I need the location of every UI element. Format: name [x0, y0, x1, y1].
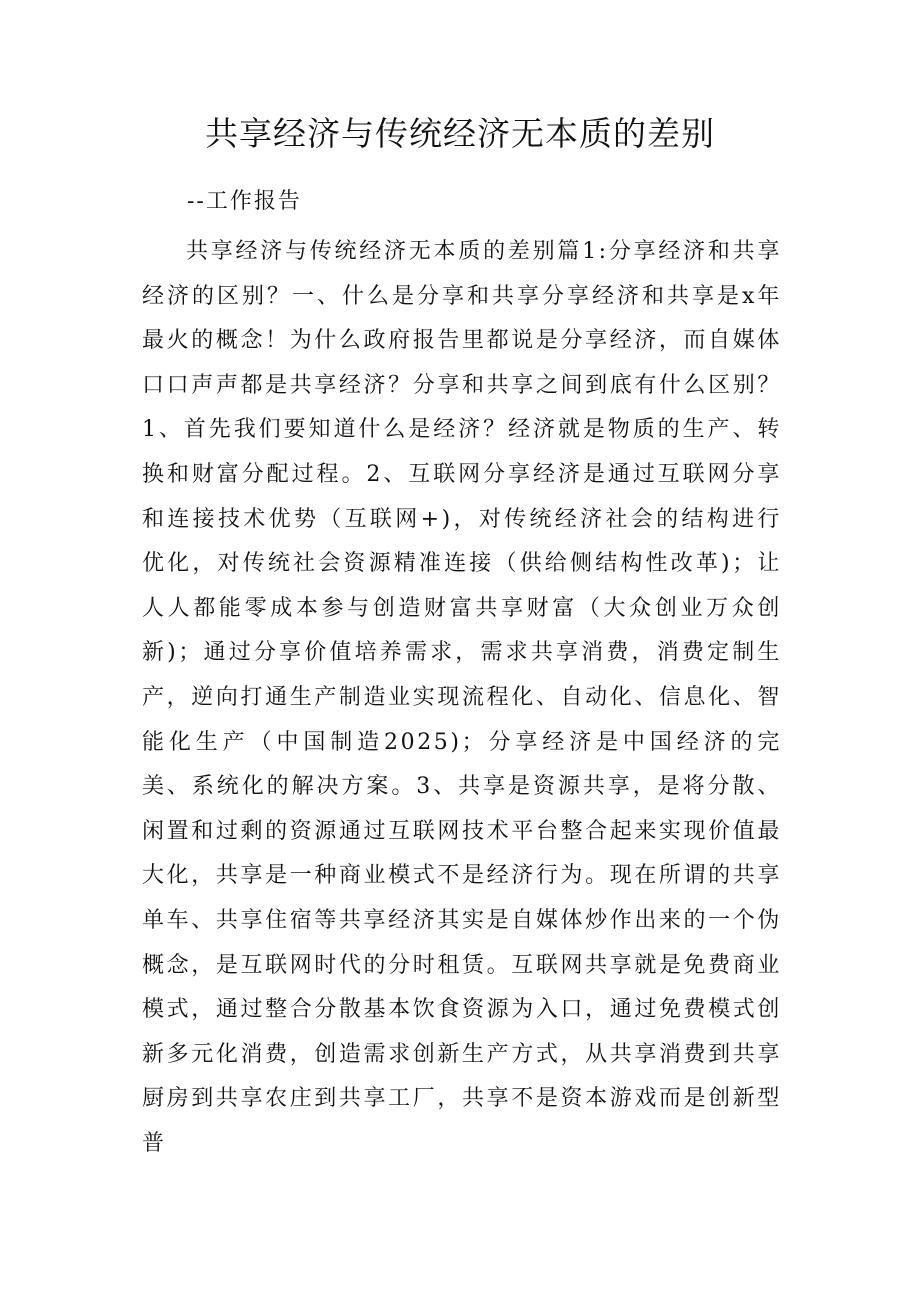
document-subtitle: --工作报告 [187, 189, 302, 214]
document-title: 共享经济与传统经济无本质的差别 [205, 114, 715, 153]
body-paragraph: 共享经济与传统经济无本质的差别篇1:分享经济和共享经济的区别？一、什么是分享和共享分享经济和共享是x年最火的概念！为什么政府报告里都说是分享经济，而自媒体口口声声都是共享经济？分享和共享之间到底有什么区别？1、首先我们要知道什么是经济？经济就是物质的生产、转换和财富分配过程。2、互联网分享经济是通过互联网分享和连接技术优势（互联网+)，对传统经济社会的结构进行优化，对传统社会资源精准连接（供给侧结构性改革)；让人人都能零成本参与创造财富共享财富（大众创业万众创新)；通过分享价值培养需求，需求共享消费，消费定制生产，逆向打通生产制造业实现流程化、自动化、信息化、智能化生产（中国制造2025)；分享经济是中国经济的完美、系统化的解决方案。3、共享是资源共享，是将分散、闲置和过剩的资源通过互联网技术平台整合起来实现价值最大化，共享是一种商业模式不是经济行为。现在所谓的共享单车、共享住宿等共享经济其实是自媒体炒作出来的一个伪概念，是互联网时代的分时租赁。互联网共享就是免费商业模式，通过整合分散基本饮食资源为入口，通过免费模式创新多元化消费，创造需求创新生产方式，从共享消费到共享厨房到共享农庄到共享工厂，共享不是资本游戏而是创新型普 [142, 239, 782, 1156]
